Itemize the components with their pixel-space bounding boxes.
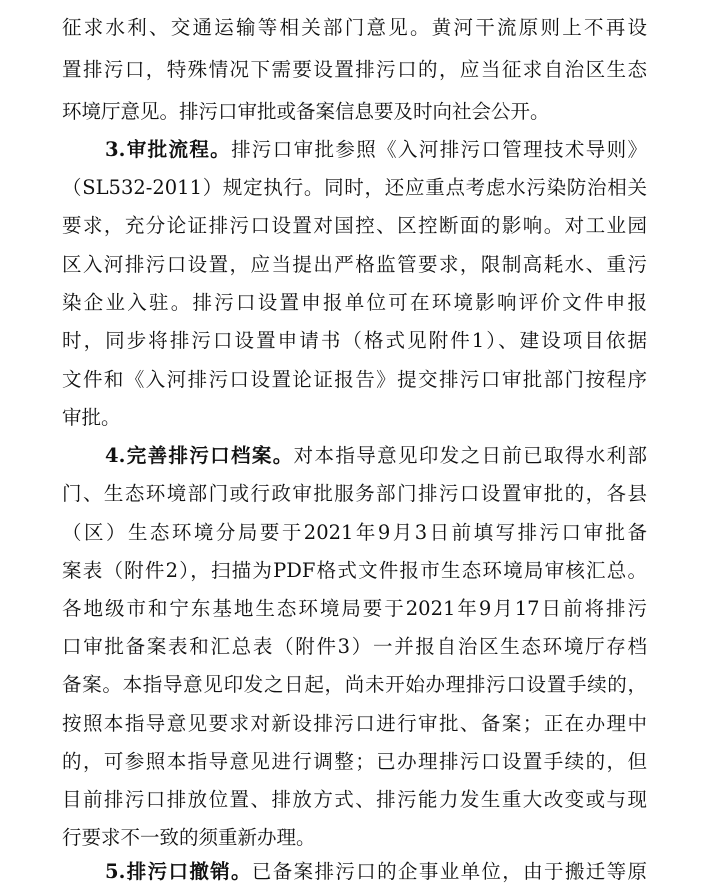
section-3-first-line (105, 130, 647, 170)
body-text-line (62, 704, 647, 744)
text-span: 口审批备案表和汇总表（附件3）一并报自治区生态环境厅存档 (62, 635, 647, 658)
text-span: 门、生态环境部门或行政审批服务部门排污口设置审批的，各县 (62, 482, 647, 505)
text-span: 对本指导意见印发之日前已取得水利部 (293, 444, 647, 467)
section-4-first-line (105, 436, 647, 476)
body-text-line (62, 168, 647, 208)
text-span: 已备案排污口的企事业单位，由于搬迁等原 (251, 860, 647, 883)
text-span: 染企业入驻。排污口设置申报单位可在环境影响评价文件申报 (62, 291, 647, 314)
body-text-line (62, 589, 647, 629)
body-text-line (62, 398, 647, 438)
body-text-line (62, 206, 647, 246)
text-span: 排污口审批参照《入河排污口管理技术导则》 (231, 138, 647, 161)
body-text-line (62, 8, 647, 48)
text-span: 置排污口，特殊情况下需要设置排污口的，应当征求自治区生态 (62, 58, 647, 81)
text-span: 文件和《入河排污口设置论证报告》提交排污口审批部门按程序 (62, 368, 647, 391)
text-span: 区入河排污口设置，应当提出严格监管要求，限制高耗水、重污 (62, 253, 647, 276)
body-text-line (62, 551, 647, 591)
body-text-line (62, 245, 647, 285)
body-text-line (62, 92, 647, 132)
text-span: 时，同步将排污口设置申请书（格式见附件1）、建设项目依据 (62, 329, 647, 352)
text-span: 行要求不一致的须重新办理。 (62, 826, 316, 849)
text-span: 按照本指导意见要求对新设排污口进行审批、备案；正在办理中 (62, 712, 647, 735)
section-3-heading: 3.审批流程。 (105, 138, 232, 161)
text-span: 备案。本指导意见印发之日起，尚未开始办理排污口设置手续的， (62, 673, 647, 696)
text-span: 审批。 (62, 406, 121, 429)
text-span: 案表（附件2），扫描为PDF格式文件报市生态环境局审核汇总。 (62, 559, 647, 582)
body-text-line (62, 360, 647, 400)
text-span: 环境厅意见。排污口审批或备案信息要及时向社会公开。 (62, 100, 550, 123)
body-text-line (62, 283, 647, 323)
text-span: 的，可参照本指导意见进行调整；已办理排污口设置手续的，但 (62, 750, 647, 773)
text-span: 目前排污口排放位置、排放方式、排污能力发生重大改变或与现 (62, 788, 647, 811)
section-5-line-content (105, 852, 647, 892)
text-span: （区）生态环境分局要于2021年9月3日前填写排污口审批备 (62, 521, 647, 544)
text-span: 各地级市和宁东基地生态环境局要于2021年9月17日前将排污 (62, 597, 647, 620)
body-text-line (62, 665, 647, 705)
section-4-heading: 4.完善排污口档案。 (105, 444, 294, 467)
body-text-line (62, 742, 647, 782)
section-5-heading: 5.排污口撤销。 (105, 860, 252, 883)
body-text-line (62, 627, 647, 667)
body-text-line (62, 780, 647, 820)
body-text-line (62, 321, 647, 361)
text-span: 要求，充分论证排污口设置对国控、区控断面的影响。对工业园 (62, 214, 647, 237)
body-text-line (62, 474, 647, 514)
body-text-line (62, 513, 647, 553)
section-5-first-line (105, 852, 647, 892)
body-text-line (62, 50, 647, 90)
section-3-line-content (105, 130, 647, 170)
text-span: （SL532-2011）规定执行。同时，还应重点考虑水污染防治相关 (62, 176, 647, 199)
section-4-line-content (105, 436, 647, 476)
text-span: 征求水利、交通运输等相关部门意见。黄河干流原则上不再设 (62, 16, 647, 39)
